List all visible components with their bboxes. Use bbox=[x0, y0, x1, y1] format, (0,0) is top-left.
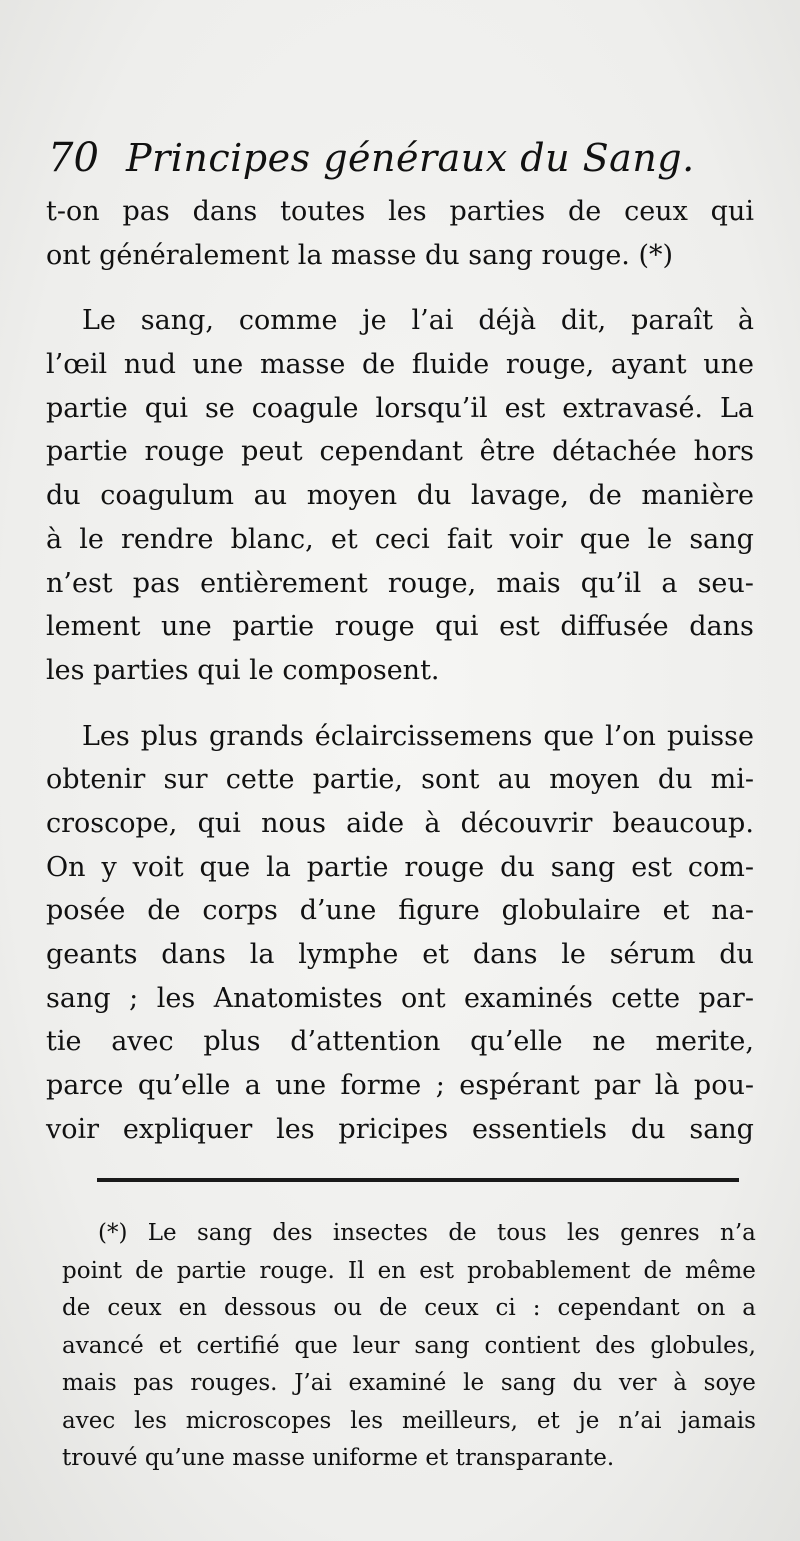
footnote-line: trouvé qu’une masse uniforme et transparante. bbox=[62, 1445, 615, 1471]
text-line: à le rendre blanc, et ceci fait voir que le sang bbox=[46, 523, 754, 555]
text-line: Les plus grands éclaircissemens que l’on puisse bbox=[82, 720, 754, 752]
text-line: partie qui se coagule lorsqu’il est extravasé. La bbox=[46, 392, 754, 424]
text-line: geants dans la lymphe et dans le sérum du bbox=[46, 939, 754, 970]
text-line: ont généralement la masse du sang rouge. (*) bbox=[46, 239, 674, 271]
text-line: partie rouge peut cependant être détachée hors bbox=[46, 436, 754, 468]
text-line: l’œil nud une masse de fluide rouge, ayant une bbox=[46, 349, 754, 381]
footnote-line: (*) Le sang des insectes de tous les genres n’a bbox=[98, 1220, 756, 1246]
text-line: parce qu’elle a une forme ; espérant par là pou- bbox=[46, 1070, 754, 1102]
running-head: Principes généraux du Sang. bbox=[126, 136, 695, 180]
text-line: sang ; les Anatomistes ont examinés cette par- bbox=[46, 982, 754, 1014]
text-line: croscope, qui nous aide à découvrir beaucoup. bbox=[46, 807, 754, 839]
text-line: t-on pas dans toutes les parties de ceux qui bbox=[46, 196, 754, 227]
text-line: posée de corps d’une figure globulaire et na- bbox=[46, 895, 754, 927]
main-text bbox=[46, 190, 754, 1151]
footnote-line: point de partie rouge. Il en est probablement de même bbox=[62, 1257, 756, 1284]
text-line: n’est pas entièrement rouge, mais qu’il a seu- bbox=[46, 567, 754, 599]
text-line: lement une partie rouge qui est diffusée dans bbox=[46, 611, 754, 643]
footnote-line: avec les microscopes les meilleurs, et je n’ai jamais bbox=[62, 1407, 756, 1434]
page-header bbox=[48, 135, 748, 185]
text-line: les parties qui le composent. bbox=[46, 654, 440, 686]
text-line: Le sang, comme je l’ai déjà dit, paraît à bbox=[82, 305, 754, 337]
page-number: 70 bbox=[48, 135, 99, 181]
footnote bbox=[62, 1215, 756, 1478]
text-line: obtenir sur cette partie, sont au moyen du mi- bbox=[46, 764, 754, 796]
footnote-line: avancé et certifié que leur sang contient des globules, bbox=[62, 1332, 756, 1359]
footnote-divider bbox=[97, 1178, 739, 1182]
text-line: voir expliquer les pricipes essentiels du sang bbox=[46, 1113, 754, 1145]
text-line: On y voit que la partie rouge du sang est com- bbox=[46, 851, 754, 883]
text-line: tie avec plus d’attention qu’elle ne merite, bbox=[46, 1026, 754, 1058]
footnote-line: mais pas rouges. J’ai examiné le sang du ver à soye bbox=[62, 1370, 756, 1396]
footnote-line: de ceux en dessous ou de ceux ci : cependant on a bbox=[62, 1295, 756, 1321]
text-line: du coagulum au moyen du lavage, de manière bbox=[46, 480, 754, 512]
